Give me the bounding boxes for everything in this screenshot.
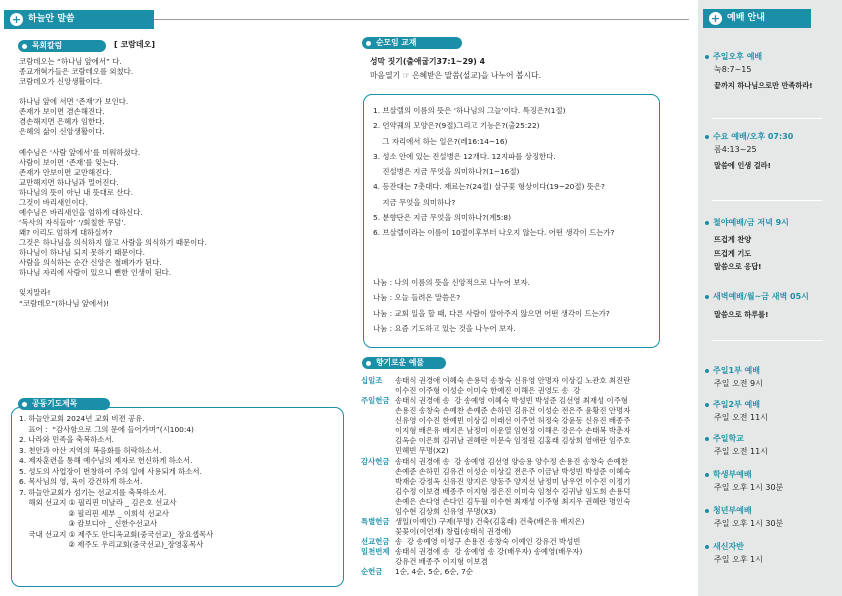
offering-category: 선교헌금 [361, 537, 390, 546]
bullet-icon [705, 437, 709, 441]
column-line: 코람데오가 신앙생활이다. [19, 77, 103, 87]
column-line: 교만해지면 하나님과 멀어진다. [19, 177, 119, 187]
plus-icon: + [11, 13, 22, 26]
prayer-item: 3. 천안과 아산 지역의 복음화를 허락하소서. [19, 445, 162, 455]
prayer-item: ③ 캄보디아 _ 신한수선교사 [19, 519, 158, 529]
worship-title: 예배 안내 [727, 13, 765, 24]
prayer-item: 4. 제자훈련을 통해 예수님의 제자로 헌신하게 하소서. [19, 456, 193, 466]
worship-item-title-text: 주일학교 [713, 434, 744, 443]
sharing-item: 나눔 : 나의 이름의 뜻을 신앙적으로 나누어 보자. [373, 278, 530, 287]
worship-item [705, 366, 763, 390]
column-line: 존재가 안보이면 교만해진다. [19, 167, 112, 177]
question-item: 진설병은 지금 무엇을 의미하나?(1~16절) [373, 167, 520, 176]
worship-item-title-text: 청년부예배 [713, 506, 752, 515]
sharing-item: 나눔 : 오늘 들려온 말씀은? [373, 293, 461, 303]
worship-item [705, 434, 768, 458]
worship-item [705, 52, 813, 91]
prayer-item: 1. 하늘안교회 2024년 교회 비젼 공유. [19, 414, 145, 423]
column-line: 왜? 이리도 엄하게 대하실까? [19, 228, 113, 238]
column-line: 은혜의 삶이 신앙생활이다. [19, 127, 105, 137]
worship-item-title-text: 새신자반 [713, 542, 744, 551]
column-line: 사람을 의식하는 순간 신앙은 철폐가가 된다. [19, 258, 162, 268]
offering-category: 십일조 [361, 376, 383, 385]
question-item: 5. 분향단은 지금 무엇을 의미하나?(계5:8) [373, 212, 511, 222]
sharing-item: 나눔 : 교회 일을 할 때, 다른 사람이 알아주지 않으면 어떤 생각이 드는가? [373, 308, 610, 318]
prayer-pill [18, 398, 110, 410]
prayer-item: 5. 성도의 사업장이 번창하여 주의 일에 사용되게 하소서. [19, 466, 202, 476]
offering-names: 송태식 권경애 송 강 송예영 김선영 양승용 양수정 손용진 송창숙 손예찬 손예준 손하민 김유건 이성순 이상길 전은주 이금남 박성빈 박성준 이혜숙 박재순 강정옥 신유진 양지은 양동주 양지선 남정미 남우연 이수진 이정기 김수정 이보겸 배종주 이지형 정은진 이미숙 임청수 김귀남 임도희 손용덕 손예은 손다영 손다인 김두월 이수현 최재성 이주형 최지우 권혜란 명인숙 임수현 김상희 신유영 무명(X3) [395, 456, 631, 516]
column-line: “코람데오”(하나님 앞에서)! [19, 298, 110, 308]
offering-names: 송태식 권경애 송 강 송예영 송 강(배우자) 송예영(배우자) 강유건 배종주 이지형 이보겸 [395, 547, 583, 567]
offerings-pill [362, 357, 446, 369]
prayer-item: 국내 선교지 ① 제주도 안디옥교회(중국선교)_ 장요셉목사 [19, 529, 214, 539]
worship-divider [712, 200, 822, 201]
worship-item-title-text: 학생부예배 [713, 470, 752, 479]
worship-item [705, 506, 783, 530]
header-divider [154, 19, 689, 20]
prayer-label: 공동기도제목 [32, 398, 78, 408]
prayer-item: 6. 목사님의 영, 육이 강건하게 하소서. [19, 477, 143, 487]
question-item: 4. 등잔대는 7촛대다. 재료는?(24절) 살구꽃 형상이다(19~20절) 뜻은? [373, 182, 605, 192]
column-line: 잊지말라! [19, 288, 51, 298]
offerings-label: 향기로운 예물 [376, 357, 424, 367]
worship-item-title-text: 주일1부 예배 [713, 366, 760, 375]
pastor-column-heading: [ 코람데오] [114, 40, 156, 49]
offering-category: 특별헌금 [361, 516, 390, 526]
worship-item-title [705, 366, 763, 377]
prayer-item: ② 필리핀 세부 _ 이희석 선교사 [19, 508, 169, 518]
column-line: 예수님은 바리새인을 엄하게 대하신다. [19, 207, 143, 217]
column-line: 사람이 보이면 ‘존재’를 잊는다. [19, 157, 119, 167]
worship-item-title-text: 주일2부 예배 [713, 400, 760, 409]
offerings-list [361, 376, 691, 577]
worship-item [705, 292, 809, 320]
worship-item-time: 주일 오전 9시 [714, 378, 763, 388]
column-line: 존재가 보이면 겸손해진다. [19, 107, 105, 117]
offering-row [361, 567, 691, 577]
plus-icon: + [710, 12, 721, 25]
prayer-item: 해외 선교지 ① 필리핀 미날라 _ 김은호 선교사 [19, 498, 177, 508]
worship-item-verse: 눅8:7~15 [714, 64, 752, 74]
offering-row [361, 396, 691, 456]
offering-row [361, 547, 691, 567]
pastor-column-pill [18, 40, 106, 52]
bullet-icon [705, 55, 709, 59]
study-questions [373, 106, 658, 243]
worship-item-title-text: 주일오후 예배 [713, 52, 763, 61]
worship-item-time: 주일 오후 1시 30분 [714, 518, 784, 528]
column-line: 하나님 자리에 사람이 있으니 뻔한 인생이 된다. [19, 268, 172, 278]
worship-item-message: 뜨겁게 찬양 [714, 234, 752, 244]
study-subtitle: 마음열기 ☞ 은혜받은 말씀(설교)을 나누어 봅시다. [370, 71, 542, 80]
question-item: 3. 성소 안에 있는 진설병은 12개다. 12지파를 상징한다. [373, 151, 556, 161]
offering-row [361, 537, 691, 547]
prayer-item: ② 제주도 우리교회(중국선교)_장영홍목사 [19, 540, 204, 550]
question-item: 그 자리에서 하는 일은?(레16:14~16) [373, 136, 508, 146]
question-item: 1. 브살렐의 이름의 뜻은 ‘하나님의 그늘’이다. 특징은?(1절) [373, 106, 566, 115]
worship-item-title [705, 132, 793, 143]
worship-item [705, 400, 768, 424]
column-line: 종교개혁가들은 코람데오를 외쳤다. [19, 67, 134, 77]
worship-item [705, 542, 763, 566]
worship-item [705, 132, 793, 171]
offering-names: 1순, 4순, 5순, 6순, 7순 [395, 567, 474, 577]
bullet-icon [705, 545, 709, 549]
column-line: 겸손해지면 은혜가 임한다. [19, 117, 105, 127]
worship-item-time: 주일 오전 11시 [714, 446, 768, 456]
worship-item-title [705, 434, 768, 445]
bullet-icon [705, 369, 709, 373]
worship-item-title-text: 새벽예배/월~금 새벽 05시 [713, 292, 809, 301]
offering-category: 순헌금 [361, 567, 383, 577]
pastor-column-body [19, 57, 349, 309]
small-group-label: 순모임 교재 [376, 37, 417, 47]
offering-category: 주일헌금 [361, 396, 390, 406]
worship-item-time: 주일 오전 11시 [714, 412, 768, 422]
worship-item-title [705, 470, 783, 481]
column-line: 그것은 하나님을 의식하지 않고 사람을 의식하기 때문이다. [19, 238, 207, 248]
worship-divider [712, 340, 822, 341]
question-item: 2. 언약궤의 모양은?(9절)그리고 기능은?(출25:22) [373, 121, 540, 131]
pastor-column-label: 목회칼럼 [32, 40, 63, 50]
column-line: ‘독사의 자식들아’ ‘/회칠한 무덤’. [19, 218, 126, 227]
column-line: 예수님은 ‘사람 앞에서’를 미워하셨다. [19, 147, 141, 157]
bullet-icon [705, 509, 709, 513]
worship-item-title-text: 철야예배/금 저녁 9시 [713, 218, 789, 227]
worship-item-message: 뜨겁게 기도 [714, 248, 752, 258]
offering-names: 생일(이예인) 구제(무명) 건축(김홍래) 건축(배은유 배지은) 꽃꽂이(이연재) 창립(송태식 권경애) [395, 516, 585, 536]
offering-names: 송태식 권경애 이혜숙 손용덕 송창숙 신유영 안명자 이상길 노관호 최진란 이수진 이주형 이성순 이미숙 한예진 이해은 권영도 송 강 [395, 376, 631, 396]
offering-row [361, 457, 691, 517]
column-line [19, 138, 349, 148]
worship-banner [703, 9, 811, 28]
worship-divider [712, 118, 822, 119]
bullet-icon [22, 402, 27, 407]
bullet-icon [366, 41, 371, 46]
worship-item-message: 말씀에 인생 걸라! [714, 160, 771, 170]
worship-item-title-text: 수요 예배/오후 07:30 [713, 132, 794, 141]
column-line: 하나님이 하나님 되지 못하기 때문이다. [19, 248, 145, 258]
worship-item-message: 말씀으로 응답! [714, 262, 762, 272]
bullet-icon [22, 44, 27, 49]
prayer-item: 2. 나라와 민족을 축복하소서. [19, 435, 114, 445]
offering-names: 송 강 송예영 이성구 손용진 송창숙 이예인 강유건 박성빈 [395, 537, 581, 546]
worship-item-message: 끝까지 하나님으로만 만족하라! [714, 80, 813, 90]
prayer-item: 7. 하늘안교회가 섬기는 선교지를 축복하소서. [19, 487, 167, 497]
offering-category: 감사헌금 [361, 456, 390, 466]
column-line: 그것이 바리새인이다. [19, 197, 88, 207]
page-title-banner [4, 10, 154, 29]
worship-item-time: 주일 오후 1시 30분 [714, 482, 784, 492]
offering-row [361, 376, 691, 396]
prayer-list [19, 414, 341, 551]
bullet-icon [705, 403, 709, 407]
column-line [19, 87, 349, 97]
study-title: 성막 짓기(출애굽기37:1~29) 4 [370, 57, 486, 66]
worship-item-time: 주일 오후 1시 [714, 554, 763, 564]
bullet-icon [705, 473, 709, 477]
offering-row [361, 517, 691, 537]
page-title: 하늘안 말씀 [28, 14, 75, 25]
worship-item [705, 470, 783, 494]
column-line: 하나님의 뜻이 아닌 내 뜻대로 산다. [19, 187, 134, 197]
worship-item [705, 218, 789, 272]
worship-item-verse: 롬4:13~25 [714, 144, 757, 154]
worship-item-title [705, 400, 768, 411]
offering-category: 일천번제 [361, 547, 390, 557]
worship-item-title [705, 292, 809, 303]
bullet-icon [705, 221, 709, 225]
question-item: 지금 무엇을 의미하나? [373, 197, 456, 207]
worship-item-title [705, 542, 763, 553]
worship-item-title [705, 218, 789, 229]
worship-item-message: 말씀으로 하루를! [714, 309, 769, 319]
prayer-item: 표어 : “감사함으로 그의 문에 들어가며”(시100:4) [19, 424, 194, 434]
small-group-pill [362, 37, 462, 49]
offering-names: 송태식 권경애 송 강 송예영 이혜숙 박성빈 박성준 김선영 최재성 이주형 손용진 송창숙 손예찬 손예준 손하민 김유건 이성순 전은주 윤황진 안명자 신유영 이수진 한예빈 이상길 이래선 이주연 허정숙 강윤동 신유진 배종주 이지형 배은유 배지은 남정미 이운열 임현정 이해은 강은수 손태복 박춘자 김옥순 이은희 김귀남 권혜란 이문숙 임정원 김홍래 김상희 염애란 임주호 민혜빈 무명(X2) [395, 396, 631, 456]
bullet-icon [705, 135, 709, 139]
worship-item-title [705, 506, 783, 517]
column-line [19, 278, 349, 288]
worship-item-title [705, 52, 813, 63]
bullet-icon [705, 295, 709, 299]
question-item: 6. 브살렐이라는 이름이 10절이후부터 나오지 않는다. 어떤 생각이 드는가? [373, 228, 615, 237]
bullet-icon [366, 361, 371, 366]
sharing-item: 나눔 : 요즘 기도하고 있는 것을 나누어 보자. [373, 323, 516, 333]
sharing-list [373, 278, 658, 339]
column-line: 하나님 앞에 서면 ‘존재’가 보인다. [19, 97, 129, 107]
column-line: 코람데오는 “하나님 앞에서” 다. [19, 57, 122, 66]
